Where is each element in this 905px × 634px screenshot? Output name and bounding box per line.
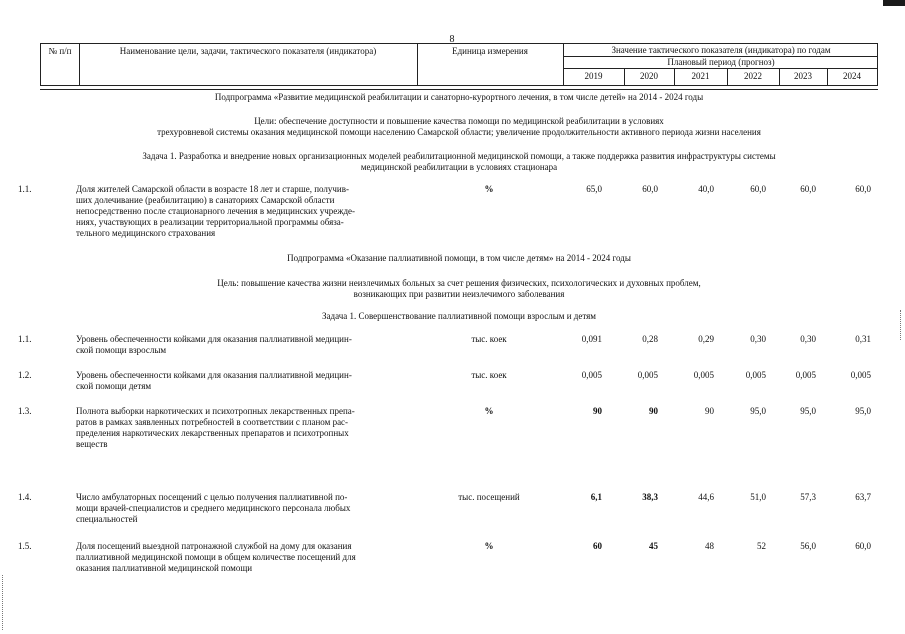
subprogram-title: Подпрограмма «Развитие медицинской реабилитации и санаторно-курортного лечения, в том числе детей» на 2014 - 2024 годы [214, 92, 704, 102]
row-value: 56,0 [800, 541, 816, 551]
scan-artifact [900, 310, 905, 340]
row-value: 0,30 [800, 334, 816, 344]
header-name: Наименование цели, задачи, тактического показателя (индикатора) [119, 46, 377, 56]
row-value: 0,005 [795, 370, 816, 380]
row-number: 1.2. [18, 370, 32, 380]
row-value: 95,0 [750, 406, 766, 416]
row-value: 60,0 [800, 184, 816, 194]
table-header [40, 43, 878, 86]
header-year: 2021 [691, 71, 710, 81]
row-value: 95,0 [800, 406, 816, 416]
row-unit: тыс. коек [471, 334, 507, 344]
header-unit: Единица измерения [452, 46, 528, 56]
row-value: 44,6 [698, 492, 714, 502]
row-unit: % [484, 541, 494, 551]
goal-text: возникающих при развитии неизлечимого заболевания [353, 289, 565, 299]
header-period: Плановый период (прогноз) [667, 57, 775, 67]
row-value: 48 [705, 541, 714, 551]
row-description: Уровень обеспеченности койками для оказания паллиативной медицин- ской помощи детям [76, 370, 352, 391]
row-number: 1.5. [18, 541, 32, 551]
row-value: 0,31 [855, 334, 871, 344]
task-title: Задача 1. Совершенствование паллиативной помощи взрослым и детям [321, 311, 596, 321]
header-num: № п/п [48, 46, 72, 56]
row-value: 90 [649, 406, 658, 416]
row-value: 57,3 [800, 492, 816, 502]
goal-text: Цели: обеспечение доступности и повышение качества помощи по медицинской реабилитации в условиях [254, 116, 664, 126]
row-value: 60,0 [855, 541, 871, 551]
header-year: 2022 [744, 71, 762, 81]
row-number: 1.3. [18, 406, 32, 416]
row-value: 6,1 [590, 492, 602, 502]
row-value: 60,0 [750, 184, 766, 194]
scan-artifact [2, 575, 7, 630]
row-value: 0,091 [581, 334, 602, 344]
row-value: 60,0 [855, 184, 871, 194]
row-value: 51,0 [750, 492, 766, 502]
row-value: 0,29 [698, 334, 714, 344]
subprogram-title: Подпрограмма «Оказание паллиативной помощи, в том числе детям» на 2014 - 2024 годы [287, 253, 631, 263]
row-value: 90 [705, 406, 714, 416]
row-value: 0,005 [745, 370, 766, 380]
row-value: 0,005 [637, 370, 658, 380]
row-value: 95,0 [855, 406, 871, 416]
row-value: 0,005 [850, 370, 871, 380]
header-year: 2020 [640, 71, 658, 81]
row-value: 40,0 [698, 184, 714, 194]
row-description: Число амбулаторных посещений с целью получения паллиативной по- мощи врачей-специалистов и среднего медицинского персонала любых специальностей [76, 492, 351, 524]
row-description: Уровень обеспеченности койками для оказания паллиативной медицин- ской помощи взрослым [76, 334, 352, 355]
row-value: 0,30 [750, 334, 766, 344]
header-year: 2024 [843, 71, 861, 81]
header-year: 2019 [584, 71, 603, 81]
row-unit: % [484, 184, 494, 194]
scan-artifact [883, 0, 905, 6]
row-value: 52 [757, 541, 766, 551]
row-description: Доля жителей Самарской области в возрасте 18 лет и старше, получив- ших долечивание (реабилитацию) в санаториях Самарской области непосредственно после стационарного лечения в медицинских учрежде- ниях, участвующих в реализации территориальной программы обяза- тельного медицинского страхования [76, 184, 356, 238]
header-value: Значение тактического показателя (индикатора) по годам [611, 45, 831, 55]
header-year: 2023 [794, 71, 812, 81]
goal-text: Цель: повышение качества жизни неизлечимых больных за счет решения физических, психологических и духовных проблем, [217, 278, 701, 288]
row-number: 1.4. [18, 492, 32, 502]
row-value: 60 [593, 541, 602, 551]
row-number: 1.1. [18, 184, 32, 194]
goal-text: трехуровневой системы оказания медицинской помощи населению Самарской области; увеличение продолжительности активного периода жизни населения [157, 127, 761, 137]
row-unit: тыс. коек [471, 370, 507, 380]
row-value: 63,7 [855, 492, 871, 502]
row-value: 45 [649, 541, 658, 551]
row-value: 0,005 [693, 370, 714, 380]
row-value: 38,3 [642, 492, 658, 502]
row-value: 0,005 [581, 370, 602, 380]
row-value: 60,0 [642, 184, 658, 194]
row-value: 65,0 [586, 184, 602, 194]
row-description: Полнота выборки наркотических и психотропных лекарственных препа- ратов в рамках заявленных потребностей в соответствии с планом рас- пределения наркотических лекарственных препаратов и психотропных веществ [76, 406, 355, 449]
task-title: Задача 1. Разработка и внедрение новых организационных моделей реабилитационной медицинской помощи, а также поддержка развития инфраструктуры системы [142, 151, 776, 161]
row-description: Доля посещений выездной патронажной службой на дому для оказания паллиативной медицинской помощи в общем количестве посещений для оказания паллиативной медицинской помощи [76, 541, 356, 573]
header-bottom-divider [40, 89, 878, 90]
page-number: 8 [449, 34, 455, 45]
row-unit: % [484, 406, 494, 416]
row-number: 1.1. [18, 334, 32, 344]
row-value: 90 [593, 406, 602, 416]
row-value: 0,28 [642, 334, 658, 344]
row-unit: тыс. посещений [458, 492, 520, 502]
task-title: медицинской реабилитации в условиях стационара [360, 162, 558, 172]
